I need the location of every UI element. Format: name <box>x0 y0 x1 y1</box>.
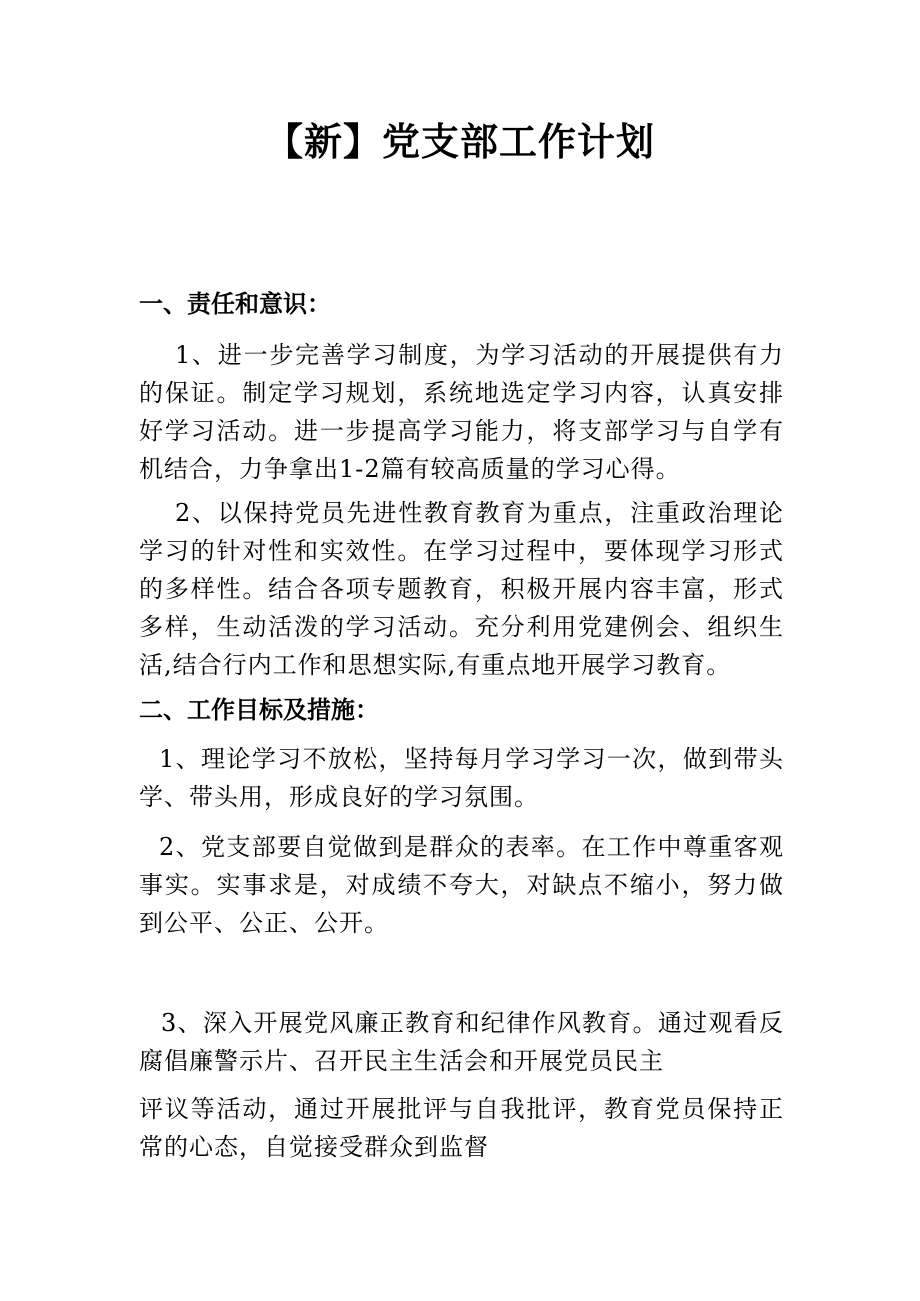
paragraph-2-3-part2: 评议等活动，通过开展批评与自我批评，教育党员保持正常的心态，自觉接受群众到监督 <box>139 1095 784 1161</box>
paragraph-2-1: 1、理论学习不放松，坚持每月学习学习一次，做到带头学、带头用，形成良好的学习氛围。 <box>139 745 784 811</box>
section-heading-responsibility: 一、责任和意识： <box>139 290 331 318</box>
document-title: 【新】党支部工作计划 <box>264 120 655 164</box>
paragraph-2-3-part1: 3、深入开展党风廉正教育和纪律作风教育。通过观看反腐倡廉警示片、召开民主生活会和开展党员民主 <box>139 1009 784 1075</box>
paragraph-2-2: 2、党支部要自觉做到是群众的表率。在工作中尊重客观事实。实事求是，对成绩不夸大，对缺点不缩小，努力做到公平、公正、公开。 <box>139 833 784 937</box>
paragraph-1-1: 1、进一步完善学习制度，为学习活动的开展提供有力的保证。制定学习规划，系统地选定学习内容，认真安排好学习活动。进一步提高学习能力，将支部学习与自学有机结合，力争拿出1-2篇有较高质量的学习心得。 <box>139 341 784 483</box>
section-heading-goals: 二、工作目标及措施： <box>139 696 379 724</box>
paragraph-1-2: 2、以保持党员先进性教育教育为重点，注重政治理论学习的针对性和实效性。在学习过程中，要体现学习形式的多样性。结合各项专题教育，积极开展内容丰富，形式多样，生动活泼的学习活动。充分利用党建例会、组织生活,结合行内工作和思想实际,有重点地开展学习教育。 <box>139 499 784 679</box>
